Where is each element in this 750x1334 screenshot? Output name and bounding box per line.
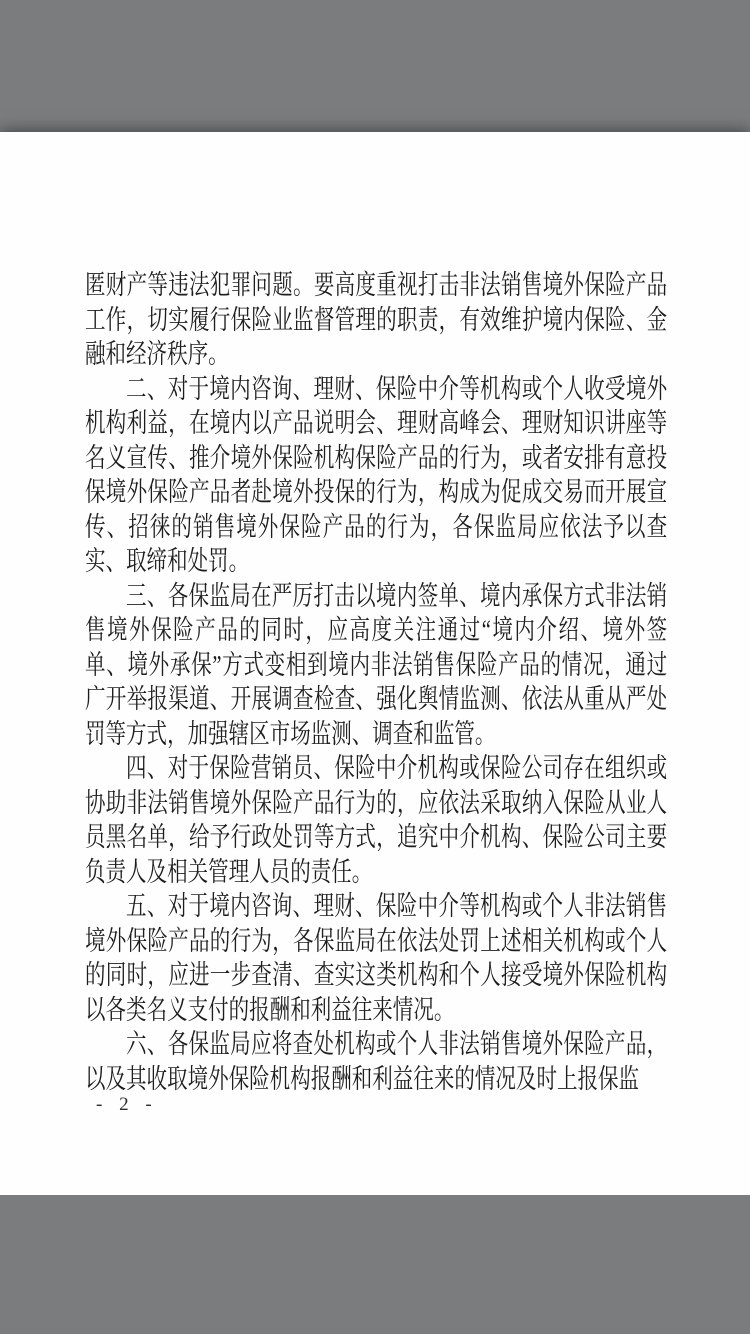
document-paragraph: 五、对于境内咨询、理财、保险中介等机构或个人非法销售境外保险产品的行为，各保监局在依法处罚上述相关机构或个人的同时，应进一步查清、查实这类机构和个人接受境外保险机构以各类名义支付的报酬和利益往来情况。 [85, 891, 668, 1025]
viewer-bottom-margin [0, 1195, 750, 1334]
document-page [0, 132, 750, 1195]
document-paragraph: 二、对于境内咨询、理财、保险中介等机构或个人收受境外机构利益，在境内以产品说明会、理财高峰会、理财知识讲座等名义宣传、推介境外保险机构保险产品的行为，或者安排有意投保境外保险产品者赴境外投保的行为，构成为促成交易而开展宣传、招徕的销售境外保险产品的行为，各保监局应依法予以查实、取缔和处罚。 [85, 373, 668, 576]
document-paragraph: 三、各保监局在严厉打击以境内签单、境内承保方式非法销售境外保险产品的同时，应高度关注通过“境内介绍、境外签单、境外承保”方式变相到境内非法销售保险产品的情况，通过广开举报渠道、开展调查检查、强化舆情监测、依法从重从严处罚等方式，加强辖区市场监测、调查和监管。 [85, 580, 668, 749]
document-paragraph: 四、对于保险营销员、保险中介机构或保险公司存在组织或协助非法销售境外保险产品行为的，应依法采取纳入保险从业人员黑名单，给予行政处罚等方式，追究中介机构、保险公司主要负责人及相关管理人员的责任。 [85, 753, 668, 887]
document-paragraph: 匿财产等违法犯罪问题。要高度重视打击非法销售境外保险产品工作，切实履行保险业监督管理的职责，有效维护境内保险、金融和经济秩序。 [85, 270, 668, 369]
document-paragraph: 六、各保监局应将查处机构或个人非法销售境外保险产品，以及其收取境外保险机构报酬和利益往来的情况及时上报保监 [85, 1029, 668, 1094]
page-number: - 2 - [96, 1094, 158, 1115]
viewer-top-margin [0, 0, 750, 132]
document-body [85, 268, 667, 1096]
